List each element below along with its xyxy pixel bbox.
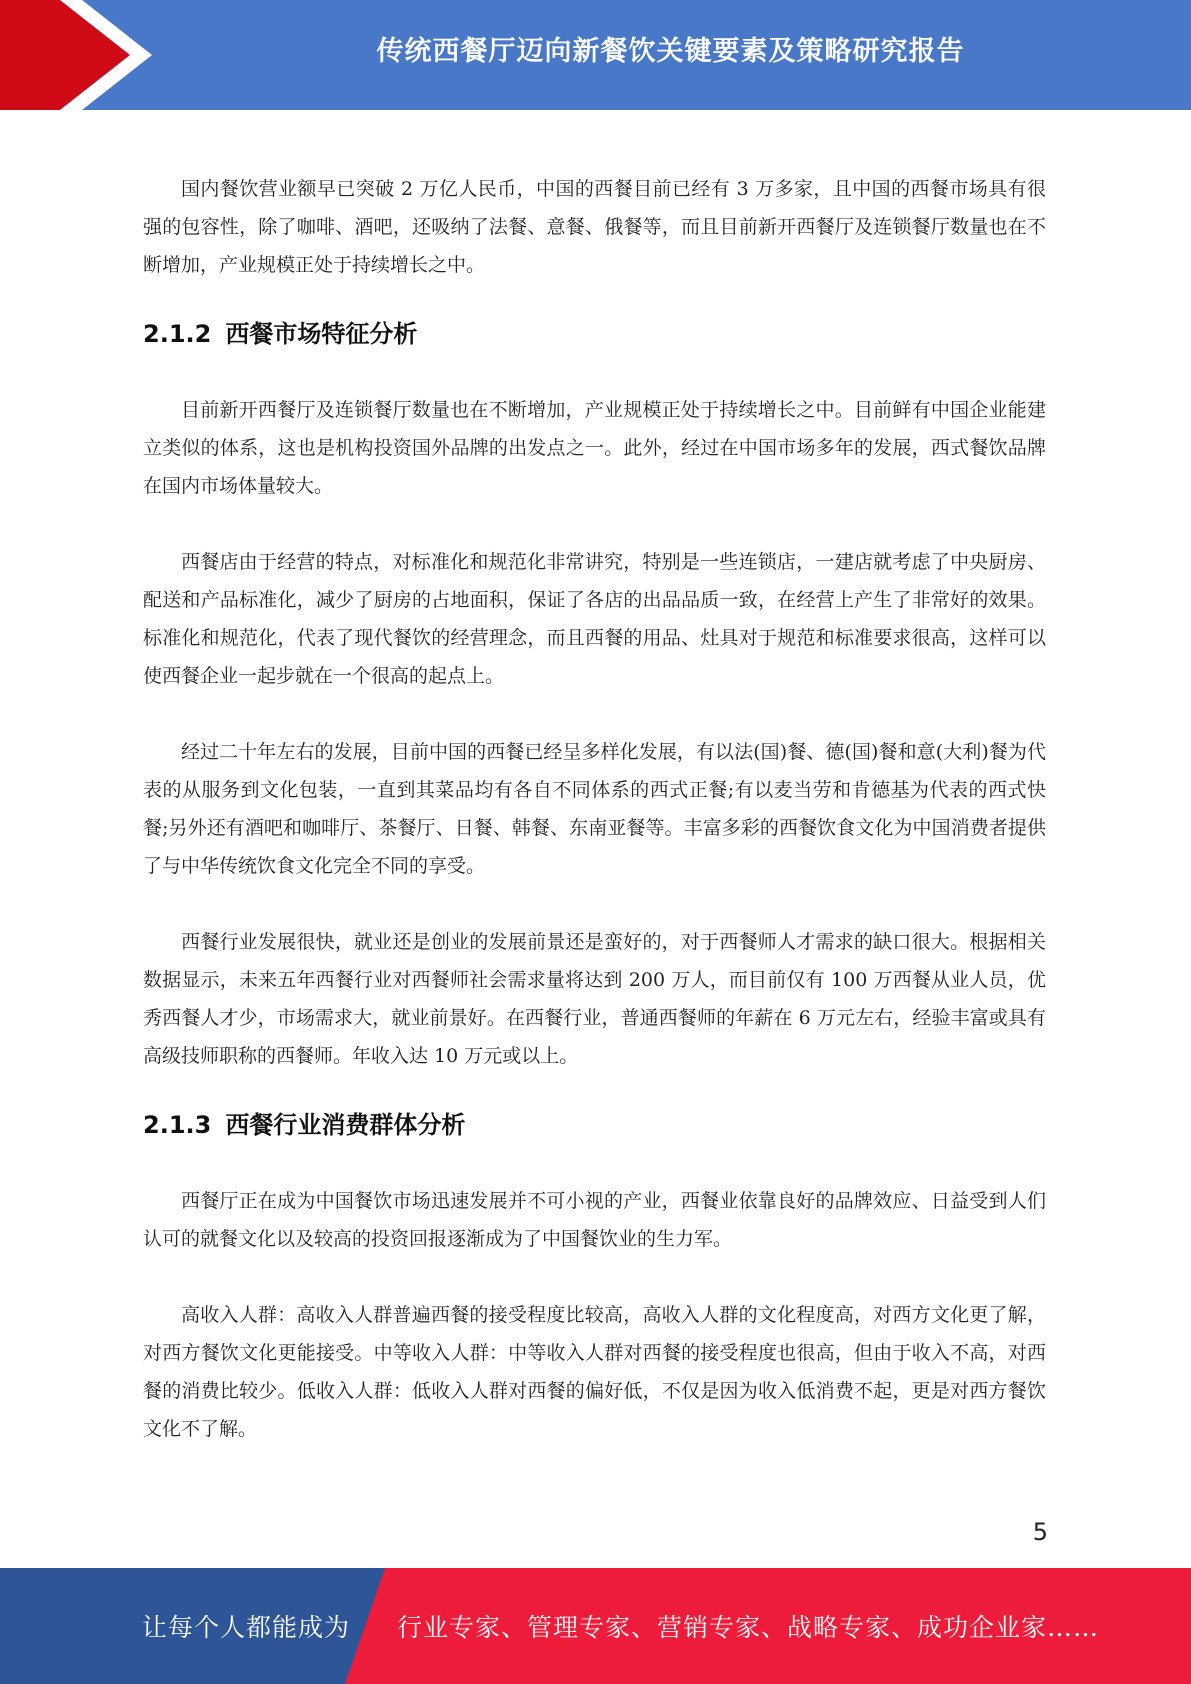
paragraph: 西餐行业发展很快，就业还是创业的发展前景还是蛮好的，对于西餐师人才需求的缺口很大。根据相关数据显示，未来五年西餐行业对西餐师社会需求量将达到 200 万人，而目前仅有 100 万西餐从业人员，优秀西餐人才少，市场需求大，就业前景好。在西餐行业，普通西餐师的年薪在 6 万元左右，经验丰富或具有高级技师职称的西餐师。年收入达 10 万元或以上。 <box>143 931 1046 1067</box>
paragraph: 经过二十年左右的发展，目前中国的西餐已经呈多样化发展，有以法(国)餐、德(国)餐和意(大利)餐为代表的从服务到文化包装，一直到其菜品均有各自不同体系的西式正餐;有以麦当劳和肯德基为代表的西式快餐;另外还有酒吧和咖啡厅、茶餐厅、日餐、韩餐、东南亚餐等。丰富多彩的西餐饮食文化为中国消费者提供了与中华传统饮食文化完全不同的享受。 <box>143 741 1046 877</box>
section-number: 2.1.3 <box>143 1111 212 1139</box>
footer-slogan-left: 让每个人都能成为 <box>142 1613 351 1642</box>
section-title: 西餐行业消费群体分析 <box>225 1111 466 1139</box>
page-header <box>0 0 1191 110</box>
report-title: 传统西餐厅迈向新餐饮关键要素及策略研究报告 <box>376 35 965 67</box>
section-title: 西餐市场特征分析 <box>225 320 418 348</box>
paragraph: 西餐店由于经营的特点，对标准化和规范化非常讲究，特别是一些连锁店，一建店就考虑了中央厨房、配送和产品标准化，减少了厨房的占地面积，保证了各店的出品品质一致，在经营上产生了非常好的效果。标准化和规范化，代表了现代餐饮的经营理念，而且西餐的用品、灶具对于规范和标准要求很高，这样可以使西餐企业一起步就在一个很高的起点上。 <box>143 551 1046 687</box>
paragraph: 目前新开西餐厅及连锁餐厅数量也在不断增加，产业规模正处于持续增长之中。目前鲜有中国企业能建立类似的体系，这也是机构投资国外品牌的出发点之一。此外，经过在中国市场多年的发展，西式餐饮品牌在国内市场体量较大。 <box>143 399 1046 497</box>
footer-slogan-right: 行业专家、管理专家、营销专家、战略专家、成功企业家…… <box>397 1613 1100 1642</box>
paragraph: 西餐厅正在成为中国餐饮市场迅速发展并不可小视的产业，西餐业依靠良好的品牌效应、日益受到人们认可的就餐文化以及较高的投资回报逐渐成为了中国餐饮业的生力军。 <box>143 1190 1046 1250</box>
section-number: 2.1.2 <box>143 320 212 348</box>
page-footer <box>0 1568 1191 1684</box>
page-number: 5 <box>1032 1518 1048 1546</box>
section-heading-2-1-2 <box>143 314 1046 354</box>
section-heading-2-1-3 <box>143 1105 1046 1145</box>
header-arrow-decoration <box>0 0 160 110</box>
document-body <box>143 170 1046 1448</box>
paragraph-intro: 国内餐饮营业额早已突破 2 万亿人民币，中国的西餐目前已经有 3 万多家，且中国的西餐市场具有很强的包容性，除了咖啡、酒吧，还吸纳了法餐、意餐、俄餐等，而且目前新开西餐厅及连锁餐厅数量也在不断增加，产业规模正处于持续增长之中。 <box>143 178 1046 276</box>
paragraph: 高收入人群：高收入人群普遍西餐的接受程度比较高，高收入人群的文化程度高，对西方文化更了解，对西方餐饮文化更能接受。中等收入人群：中等收入人群对西餐的接受程度也很高，但由于收入不高，对西餐的消费比较少。低收入人群：低收入人群对西餐的偏好低，不仅是因为收入低消费不起，更是对西方餐饮文化不了解。 <box>143 1304 1046 1440</box>
